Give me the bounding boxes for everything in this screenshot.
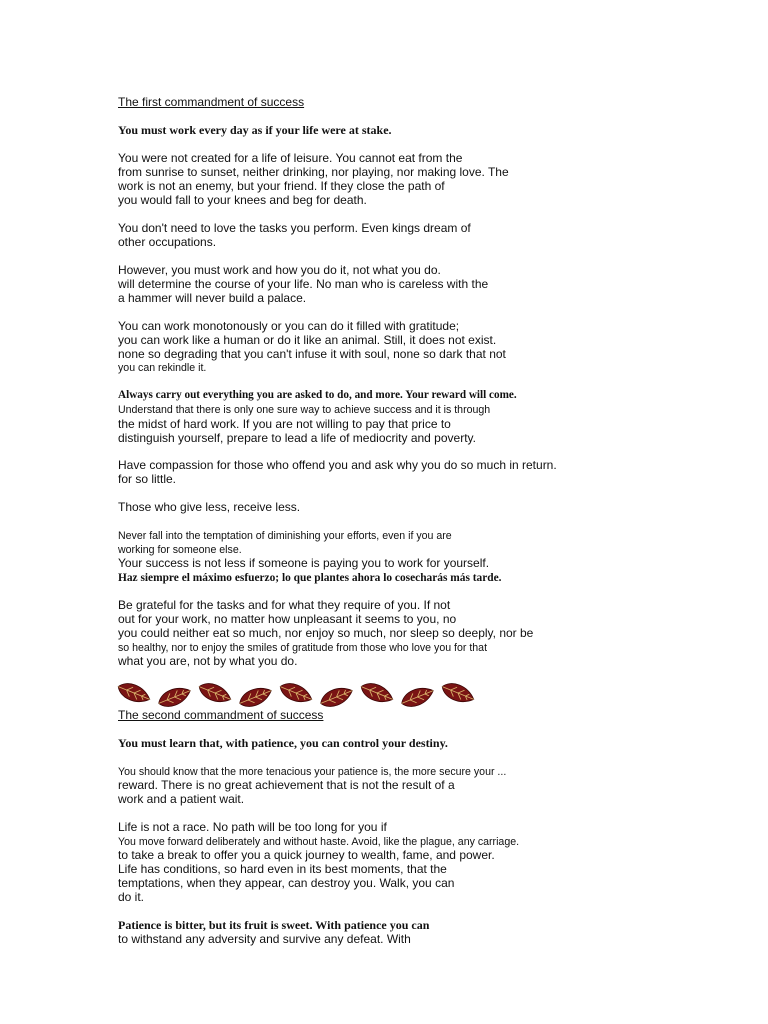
paragraph-line: the midst of hard work. If you are not willing to pay that price to [118,417,451,431]
paragraph-line: you could neither eat so much, nor enjoy so much, nor sleep so deeply, nor be [118,626,534,640]
paragraph-line: will determine the course of your life. No man who is careless with the [118,277,489,291]
paragraph-line: Your success is not less if someone is paying you to work for yourself. [118,556,490,570]
leaf-divider-icon [439,680,476,707]
paragraph-line: Understand that there is only one sure way to achieve success and it is through [118,404,491,416]
paragraph-line: You can work monotonously or you can do it filled with gratitude; [118,319,460,333]
paragraph-line: you can work like a human or do it like an animal. Still, it does not exist. [118,333,497,347]
leaf-divider-icon [399,683,436,710]
emphasis-line: Haz siempre el máximo esfuerzo; lo que plantes ahora lo cosecharás más tarde. [118,572,502,584]
leaf-divider-icon [358,680,395,707]
leaf-divider-icon [196,680,233,707]
paragraph-line: However, you must work and how you do it, not what you do. [118,263,441,277]
paragraph-line: from sunrise to sunset, neither drinking, nor playing, nor making love. The [118,165,509,179]
paragraph-line: other occupations. [118,235,217,249]
paragraph-line: distinguish yourself, prepare to lead a life of mediocrity and poverty. [118,431,476,445]
section-motto: You must work every day as if your life were at stake. [118,123,392,137]
paragraph-line: Life is not a race. No path will be too long for you if [118,820,387,834]
leaf-divider-icon [318,683,355,710]
paragraph-line: You move forward deliberately and without haste. Avoid, like the plague, any carriage. [118,836,520,848]
paragraph-line: Life has conditions, so hard even in its best moments, that the [118,862,447,876]
emphasis-line: Patience is bitter, but its fruit is sweet. With patience you can [118,918,430,932]
paragraph-line: to withstand any adversity and survive any defeat. With [118,932,411,946]
paragraph-line: you would fall to your knees and beg for death. [118,193,367,207]
section-heading: The first commandment of success [118,95,305,109]
paragraph-line: you can rekindle it. [118,362,207,374]
paragraph-line: out for your work, no matter how unpleasant it seems to you, no [118,612,457,626]
paragraph-line: reward. There is no great achievement that is not the result of a [118,778,455,792]
paragraph-line: so healthy, nor to enjoy the smiles of gratitude from those who love you for that [118,642,488,654]
leaf-divider-icon [116,680,153,707]
leaf-divider-icon [237,683,274,710]
paragraph-line: Have compassion for those who offend you and ask why you do so much in return. [118,458,557,472]
leaf-divider-icon [156,683,193,710]
paragraph-line: what you are, not by what you do. [118,654,298,668]
paragraph-line: You don't need to love the tasks you perform. Even kings dream of [118,221,471,235]
paragraph-line: none so degrading that you can't infuse it with soul, none so dark that not [118,347,506,361]
paragraph-line: working for someone else. [118,544,242,556]
paragraph-line: temptations, when they appear, can destroy you. Walk, you can [118,876,455,890]
paragraph-line: Never fall into the temptation of diminishing your efforts, even if you are [118,530,452,542]
emphasis-line: Always carry out everything you are asked to do, and more. Your reward will come. [118,389,517,401]
paragraph-line: You should know that the more tenacious your patience is, the more secure your ... [118,766,507,778]
paragraph-line: to take a break to offer you a quick journey to wealth, fame, and power. [118,848,495,862]
paragraph-line: work and a patient wait. [118,792,245,806]
paragraph-line: do it. [118,890,145,904]
leaf-divider [116,680,478,710]
section-heading: The second commandment of success [118,708,324,722]
paragraph-line: a hammer will never build a palace. [118,291,307,305]
section-motto: You must learn that, with patience, you can control your destiny. [118,736,448,750]
paragraph-line: Those who give less, receive less. [118,500,301,514]
leaf-divider-icon [277,680,314,707]
paragraph-line: You were not created for a life of leisure. You cannot eat from the [118,151,463,165]
paragraph-line: for so little. [118,472,177,486]
paragraph-line: work is not an enemy, but your friend. If they close the path of [118,179,445,193]
paragraph-line: Be grateful for the tasks and for what they require of you. If not [118,598,451,612]
